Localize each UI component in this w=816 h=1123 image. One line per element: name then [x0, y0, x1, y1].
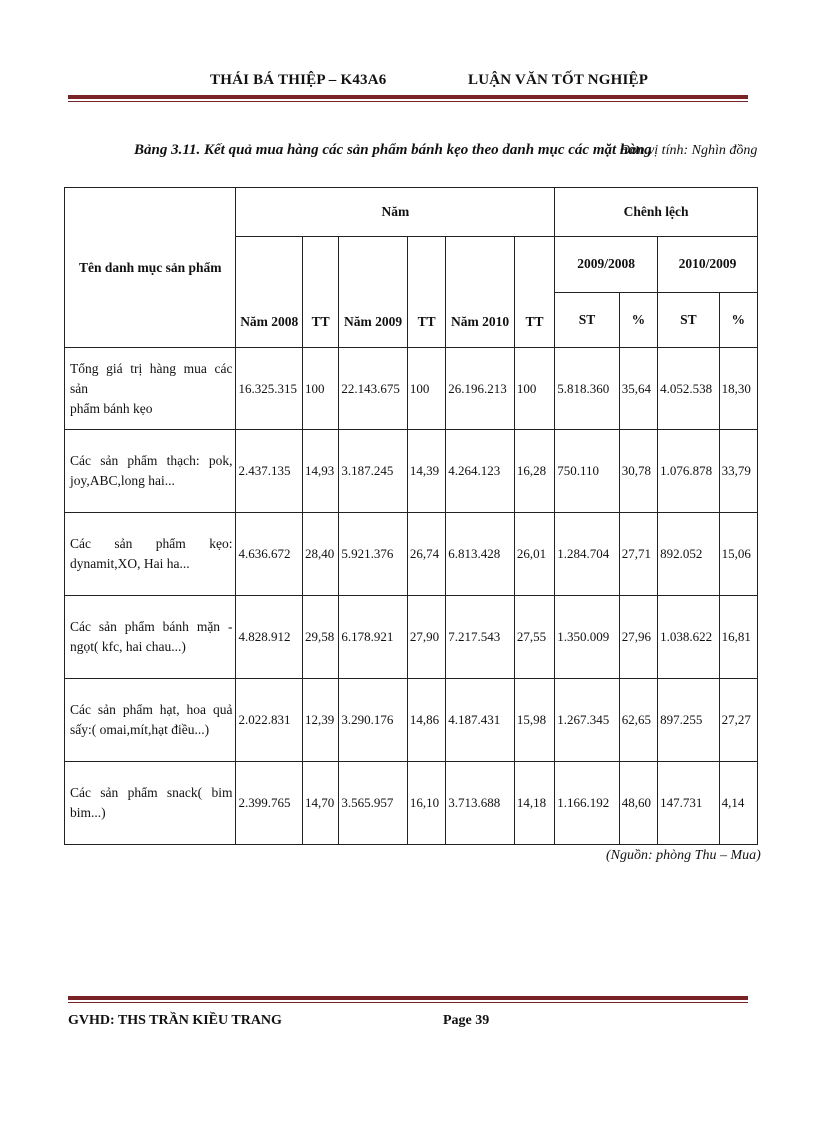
difference-group-header: Chênh lệch — [555, 188, 758, 237]
cell-v2008: 2.399.765 — [236, 762, 303, 845]
table-row — [65, 679, 758, 762]
cell-tt2008: 14,70 — [303, 762, 339, 845]
cell-tt2009: 16,10 — [407, 762, 445, 845]
category-name-line: Các sản phẩm thạch: pok, — [70, 453, 233, 468]
st-2009-2008-header: ST — [555, 292, 620, 348]
year-2009-header: Năm 2009 — [339, 237, 408, 348]
table-row — [65, 430, 758, 513]
period-2009-2008-header: 2009/2008 — [555, 237, 658, 293]
category-name-line: joy,ABC,long hai... — [70, 473, 175, 488]
cell-v2010: 4.264.123 — [446, 430, 515, 513]
cell-tt2008: 28,40 — [303, 513, 339, 596]
cell-v2008: 2.022.831 — [236, 679, 303, 762]
row-category-name — [65, 513, 236, 596]
row-category-name — [65, 679, 236, 762]
st-2010-2009-header: ST — [658, 292, 720, 348]
pct-2009-2008-header: % — [619, 292, 657, 348]
cell-pct1: 62,65 — [619, 679, 657, 762]
cell-v2009: 3.187.245 — [339, 430, 408, 513]
cell-tt2010: 100 — [514, 348, 554, 430]
footer-advisor: GVHD: THS TRẦN KIỀU TRANG — [68, 1013, 282, 1028]
cell-pct1: 27,96 — [619, 596, 657, 679]
cell-tt2010: 27,55 — [514, 596, 554, 679]
cell-tt2009: 14,39 — [407, 430, 445, 513]
category-name-line: Các sản phẩm hạt, hoa quả — [70, 702, 233, 717]
cell-st2: 147.731 — [658, 762, 720, 845]
cell-tt2010: 16,28 — [514, 430, 554, 513]
cell-tt2010: 15,98 — [514, 679, 554, 762]
cell-v2009: 22.143.675 — [339, 348, 408, 430]
category-name-line: Các sản phẩm snack( bim — [70, 785, 233, 800]
table-caption: Bảng 3.11. Kết quả mua hàng các sản phẩm bánh kẹo theo danh mục các mặt hàng — [134, 142, 652, 158]
cell-pct1: 35,64 — [619, 348, 657, 430]
header-author: THÁI BÁ THIỆP – K43A6 — [210, 72, 387, 88]
footer-page-number: Page 39 — [443, 1013, 490, 1028]
cell-st2: 1.038.622 — [658, 596, 720, 679]
cell-pct2: 33,79 — [719, 430, 757, 513]
cell-st1: 1.166.192 — [555, 762, 620, 845]
cell-tt2009: 14,86 — [407, 679, 445, 762]
unit-label: Đơn vị tính: Nghìn đồng — [620, 143, 758, 158]
header-rule — [68, 95, 748, 102]
cell-tt2009: 100 — [407, 348, 445, 430]
cell-v2009: 5.921.376 — [339, 513, 408, 596]
category-name-line: dynamit,XO, Hai ha... — [70, 556, 190, 571]
category-name-line: Tổng giá trị hàng mua các sản — [70, 360, 233, 396]
row-category-name — [65, 430, 236, 513]
cell-pct2: 16,81 — [719, 596, 757, 679]
source-note: (Nguồn: phòng Thu – Mua) — [606, 848, 761, 863]
cell-v2010: 26.196.213 — [446, 348, 515, 430]
period-2010-2009-header: 2010/2009 — [658, 237, 758, 293]
category-name-line: bim...) — [70, 805, 106, 820]
pct-2010-2009-header: % — [719, 292, 757, 348]
category-name-line: Các sản phẩm kẹo: — [70, 536, 233, 551]
cell-v2009: 6.178.921 — [339, 596, 408, 679]
category-name-line: ngọt( kfc, hai chau...) — [70, 639, 186, 654]
header-row-1 — [65, 188, 758, 237]
year-2010-header: Năm 2010 — [446, 237, 515, 348]
cell-st1: 1.350.009 — [555, 596, 620, 679]
purchase-results-table — [64, 187, 758, 845]
cell-st1: 1.267.345 — [555, 679, 620, 762]
category-name-line: phẩm bánh kẹo — [70, 400, 153, 416]
cell-pct2: 18,30 — [719, 348, 757, 430]
cell-pct1: 30,78 — [619, 430, 657, 513]
row-category-name — [65, 348, 236, 430]
table-row — [65, 596, 758, 679]
cell-st2: 897.255 — [658, 679, 720, 762]
footer-rule — [68, 996, 748, 1003]
table-row — [65, 762, 758, 845]
cell-tt2008: 14,93 — [303, 430, 339, 513]
cell-pct1: 27,71 — [619, 513, 657, 596]
category-name-line: Các sản phẩm bánh mặn - — [70, 619, 233, 634]
cell-pct2: 15,06 — [719, 513, 757, 596]
cell-v2008: 2.437.135 — [236, 430, 303, 513]
table-row — [65, 513, 758, 596]
cell-v2009: 3.290.176 — [339, 679, 408, 762]
tt-2008-header: TT — [303, 237, 339, 348]
cell-v2010: 3.713.688 — [446, 762, 515, 845]
cell-st2: 4.052.538 — [658, 348, 720, 430]
tt-2009-header: TT — [407, 237, 445, 348]
row-category-name — [65, 596, 236, 679]
cell-tt2010: 14,18 — [514, 762, 554, 845]
cell-v2010: 7.217.543 — [446, 596, 515, 679]
cell-pct2: 4,14 — [719, 762, 757, 845]
table-body — [65, 348, 758, 845]
cell-st1: 750.110 — [555, 430, 620, 513]
cell-v2008: 4.828.912 — [236, 596, 303, 679]
cell-st1: 1.284.704 — [555, 513, 620, 596]
product-column-header: Tên danh mục sản phẩm — [65, 188, 236, 348]
year-group-header: Năm — [236, 188, 555, 237]
cell-tt2008: 29,58 — [303, 596, 339, 679]
cell-tt2008: 100 — [303, 348, 339, 430]
cell-pct1: 48,60 — [619, 762, 657, 845]
cell-st2: 892.052 — [658, 513, 720, 596]
cell-v2008: 16.325.315 — [236, 348, 303, 430]
tt-2010-header: TT — [514, 237, 554, 348]
cell-tt2009: 26,74 — [407, 513, 445, 596]
cell-v2009: 3.565.957 — [339, 762, 408, 845]
cell-st2: 1.076.878 — [658, 430, 720, 513]
cell-v2008: 4.636.672 — [236, 513, 303, 596]
row-category-name — [65, 762, 236, 845]
header-doc-type: LUẬN VĂN TỐT NGHIỆP — [468, 72, 649, 88]
cell-tt2009: 27,90 — [407, 596, 445, 679]
cell-v2010: 4.187.431 — [446, 679, 515, 762]
year-2008-header: Năm 2008 — [236, 237, 303, 348]
cell-st1: 5.818.360 — [555, 348, 620, 430]
cell-tt2010: 26,01 — [514, 513, 554, 596]
cell-pct2: 27,27 — [719, 679, 757, 762]
cell-v2010: 6.813.428 — [446, 513, 515, 596]
table-row — [65, 348, 758, 430]
cell-tt2008: 12,39 — [303, 679, 339, 762]
category-name-line: sấy:( omai,mít,hạt điều...) — [70, 722, 210, 737]
